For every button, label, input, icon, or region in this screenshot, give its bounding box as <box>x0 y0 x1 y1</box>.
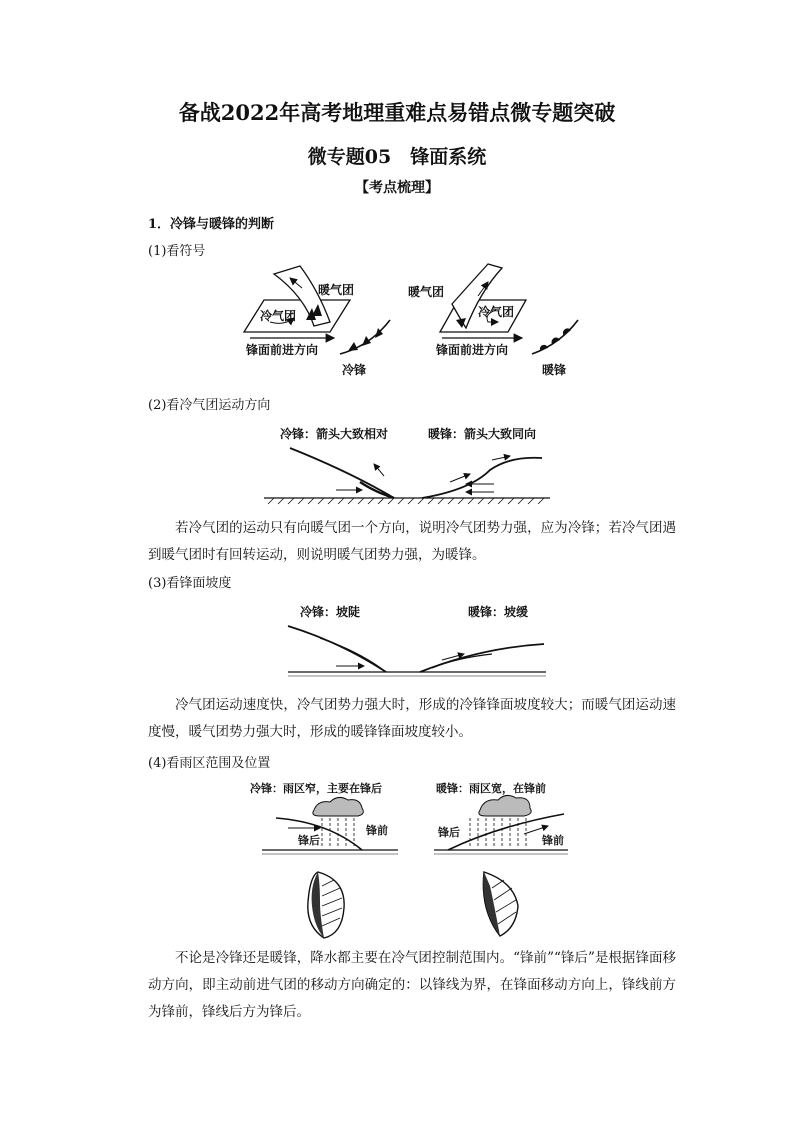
front-advance-label-left: 锋面前进方向 <box>246 343 319 357</box>
warm-air-label-right: 暖气团 <box>408 285 445 299</box>
sub-heading-rain: (4)看雨区范围及位置 <box>148 756 271 771</box>
motion-right-caption: 暖锋：箭头大致同向 <box>428 427 537 441</box>
rain-right-caption: 暖锋：雨区宽，在锋前 <box>436 782 546 795</box>
front-slope-figure <box>260 598 560 684</box>
rain-right-ahead: 锋前 <box>542 834 564 847</box>
page-title: 备战2022年高考地理重难点易错点微专题突破 <box>178 100 616 125</box>
cold-front-rain-plan <box>308 872 344 938</box>
front-advance-label-right: 锋面前进方向 <box>436 343 509 357</box>
warm-front-symbol <box>532 320 578 354</box>
paragraph-slope: 冷气团运动速度快，冷气团势力强大时，形成的冷锋锋面坡度较大；而暖气团运动速度慢，暖气团势力强大时，形成的暖锋锋面坡度较小。 <box>148 697 676 740</box>
front-symbol-figure <box>230 262 590 380</box>
sub-heading-slope: (3)看锋面坡度 <box>148 576 232 591</box>
cold-front-label: 冷锋 <box>342 363 367 377</box>
sub-heading-motion: (2)看冷气团运动方向 <box>148 398 271 413</box>
rain-left-ahead: 锋前 <box>366 824 388 837</box>
rain-right-behind: 锋后 <box>438 826 460 839</box>
topic-heading: 1．冷锋与暖锋的判断 <box>148 217 275 232</box>
warm-front-block <box>440 264 526 332</box>
paragraph-motion: 若冷气团的运动只有向暖气团一个方向，说明冷气团势力强，应为冷锋；若冷气团遇到暖气团时有回转运动，则说明暖气团势力强，为暖锋。 <box>148 520 676 563</box>
cold-front-symbol <box>340 320 390 354</box>
cold-air-label-right: 冷气团 <box>478 305 515 319</box>
paragraph-rain: 不论是冷锋还是暖锋，降水都主要在冷气团控制范围内。“锋前”“锋后”是根据锋面移动方向，即主动前进气团的移动方向确定的：以锋线为界，在锋面移动方向上，锋线前方为锋前，锋线后方为锋后。 <box>148 950 676 1020</box>
slope-left-caption: 冷锋：坡陡 <box>300 605 361 619</box>
warm-front-rain-plan <box>483 872 518 936</box>
warm-air-label-left: 暖气团 <box>318 283 355 297</box>
rain-left-caption: 冷锋：雨区窄，主要在锋后 <box>250 782 382 795</box>
rain-area-figure <box>248 776 578 942</box>
rain-left-behind: 锋后 <box>298 834 320 847</box>
cold-air-label-left: 冷气团 <box>260 309 297 323</box>
page-subtitle: 微专题05 锋面系统 <box>307 146 487 168</box>
motion-left-caption: 冷锋：箭头大致相对 <box>280 427 389 441</box>
warm-front-label: 暖锋 <box>542 363 567 377</box>
slope-right-caption: 暖锋：坡缓 <box>468 605 529 619</box>
cold-air-motion-figure <box>260 420 560 512</box>
section-heading: 【考点梳理】 <box>355 180 439 196</box>
sub-heading-symbol: (1)看符号 <box>148 244 206 259</box>
